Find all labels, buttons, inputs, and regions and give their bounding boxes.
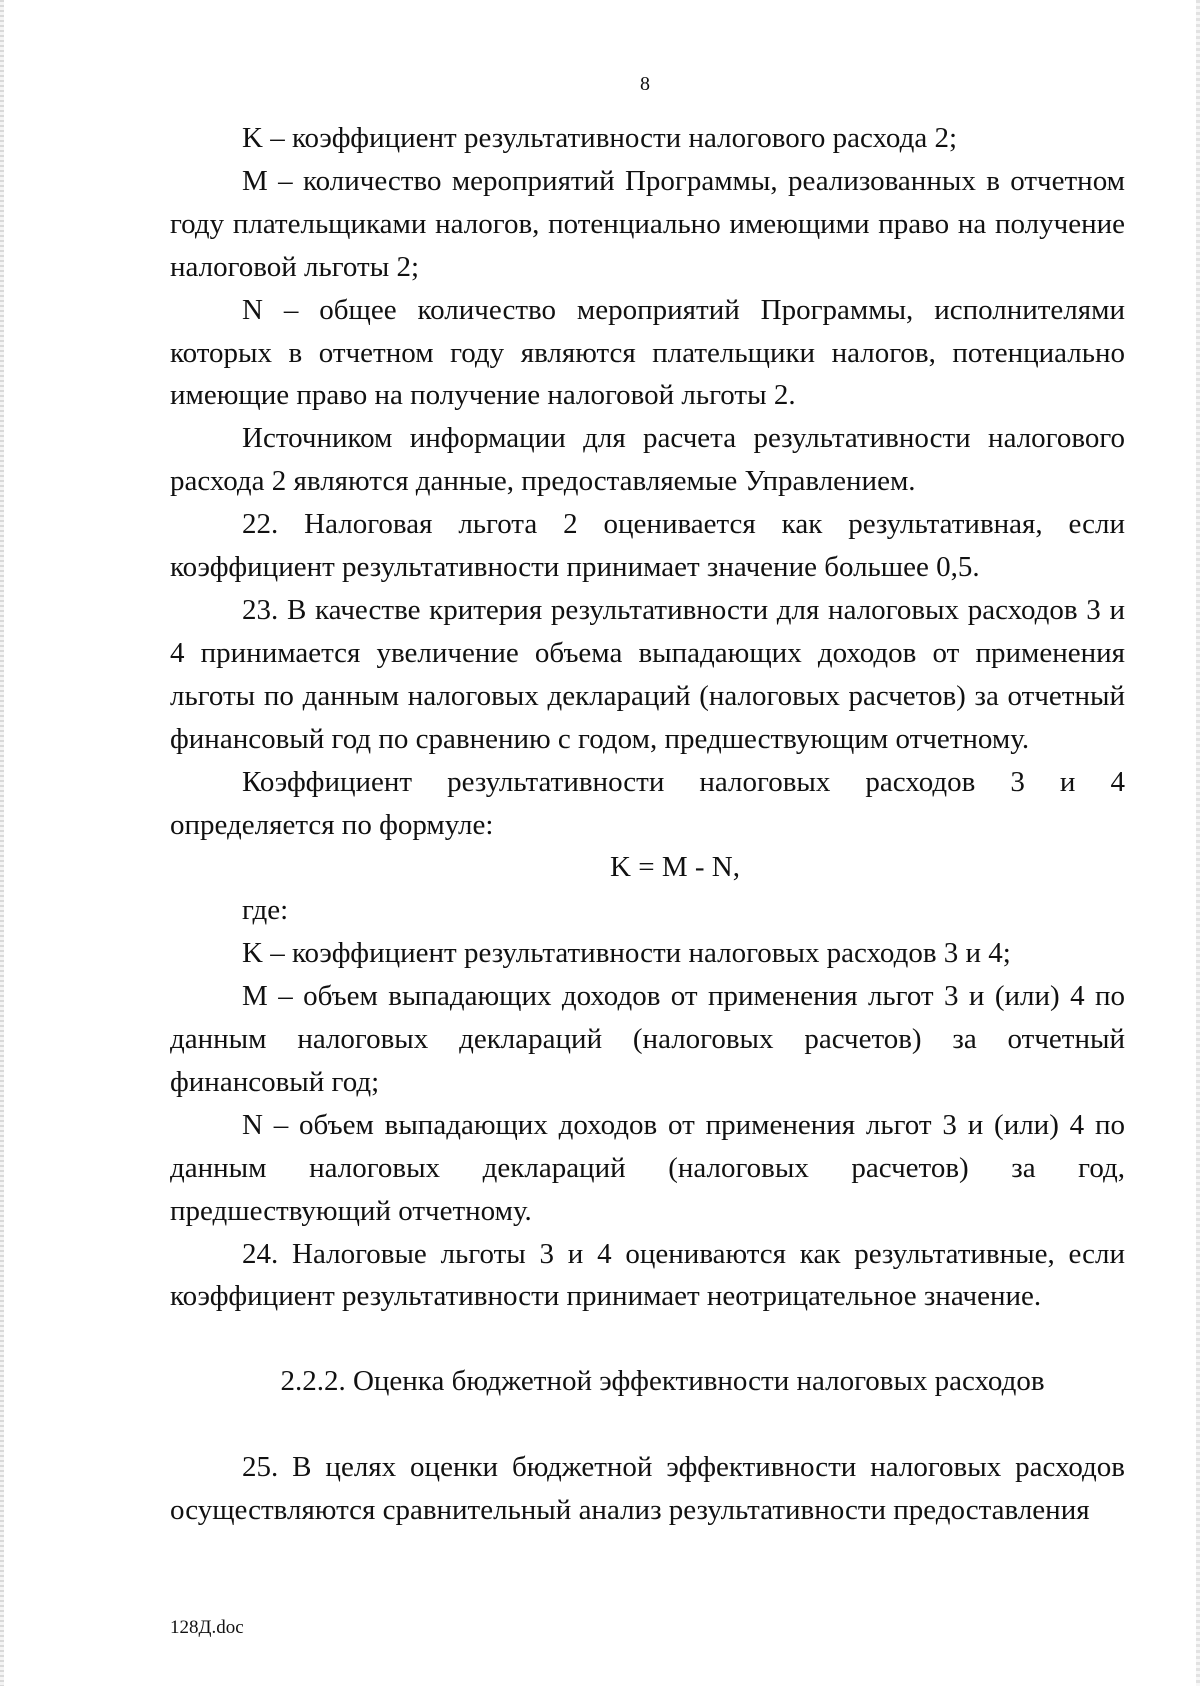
page-number: 8: [640, 73, 650, 95]
definition-m-3-4: M – объем выпадающих доходов от применения льгот 3 и (или) 4 по данным налоговых деклараций (налоговых расчетов) за отчетный финансовый год;: [170, 980, 1125, 1098]
clause-24: 24. Налоговые льготы 3 и 4 оцениваются как результативные, если коэффициент результативности принимает неотрицательное значение.: [170, 1237, 1125, 1313]
formula-intro: Коэффициент результативности налоговых расходов 3 и 4 определяется по формуле:: [170, 765, 1125, 841]
definition-n-3-4: N – объем выпадающих доходов от применения льгот 3 и (или) 4 по данным налоговых деклараций (налоговых расчетов) за год, предшествующий отчетному.: [170, 1108, 1125, 1227]
clause-25: 25. В целях оценки бюджетной эффективности налоговых расходов осуществляются сравнительный анализ результативности предоставления: [170, 1451, 1125, 1527]
definition-n-2: N – общее количество мероприятий Программы, исполнителями которых в отчетном году являются плательщики налогов, потенциально имеющие право на получение налоговой льготы 2.: [170, 293, 1125, 412]
where-label: где:: [242, 894, 289, 927]
document-body: [170, 117, 1125, 1532]
scan-edge-right: [1196, 0, 1200, 1686]
clause-23: 23. В качестве критерия результативности для налоговых расходов 3 и 4 принимается увеличение объема выпадающих доходов от применения льготы по данным налоговых деклараций (налоговых расчетов) за отчетный финансовый год по сравнению с годом, предшествующим отчетному.: [170, 593, 1125, 755]
scan-edge-left: [0, 0, 4, 1686]
formula: K = M - N,: [610, 851, 740, 884]
definition-k-2: K – коэффициент результативности налогового расхода 2;: [242, 122, 958, 154]
definition-k-3-4: K – коэффициент результативности налоговых расходов 3 и 4;: [242, 937, 1011, 970]
information-source-paragraph: Источником информации для расчета результативности налогового расхода 2 являются данные, предоставляемые Управлением.: [170, 422, 1125, 498]
definition-m-2: M – количество мероприятий Программы, реализованных в отчетном году плательщиками налогов, потенциально имеющими право на получение налоговой льготы 2;: [170, 164, 1125, 283]
clause-22: 22. Налоговая льгота 2 оценивается как результативная, если коэффициент результативности принимает значение большее 0,5.: [170, 508, 1125, 584]
footer-file-name: 128Д.doc: [170, 1617, 244, 1638]
section-heading: 2.2.2. Оценка бюджетной эффективности налоговых расходов: [280, 1365, 1045, 1398]
